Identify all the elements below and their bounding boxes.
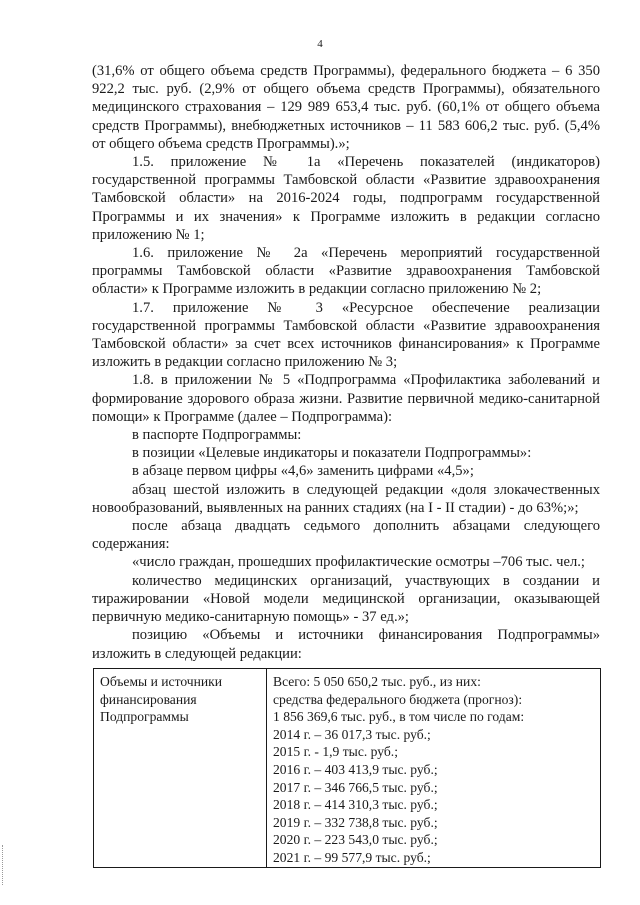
funding-values-cell xyxy=(267,669,601,868)
funding-year-line: 2015 г. - 1,9 тыс. руб.; xyxy=(273,744,398,760)
paragraph-indicators-position: в позиции «Целевые индикаторы и показатели Подпрограммы»: xyxy=(132,445,532,462)
paragraph-1-5: 1.5. приложение № 1а «Перечень показателей (индикаторов) государственной программы Тамбовской области «Развитие здравоохранения Тамбовской области» на 2016-2024 годы, подпрограмм государственной Программы и их значения» к Программе изложить в редакции согласно приложению № 1; xyxy=(92,154,600,243)
funding-year-line: 2019 г. – 332 738,8 тыс. руб.; xyxy=(273,814,438,830)
paragraph-med-orgs: количество медицинских организаций, участвующих в создании и тиражировании «Новой модели медицинской организации, оказывающей первичную медико-санитарную помощь» - 37 ед.»; xyxy=(92,572,600,626)
document-body xyxy=(92,62,600,663)
funding-year-line: 2021 г. – 99 577,9 тыс. руб.; xyxy=(273,849,431,865)
paragraph-after-27th: после абзаца двадцать седьмого дополнить абзацами следующего содержания: xyxy=(92,518,600,553)
funding-label-line: Подпрограммы xyxy=(100,709,189,725)
paragraph-citizens-count: «число граждан, прошедших профилактические осмотры –706 тыс. чел.; xyxy=(132,554,585,571)
paragraph-passport: в паспорте Подпрограммы: xyxy=(132,427,302,444)
funding-label-cell xyxy=(94,669,267,868)
funding-year-line: 2018 г. – 414 310,3 тыс. руб.; xyxy=(273,797,438,813)
funding-federal-amount-line: 1 856 369,6 тыс. руб., в том числе по годам: xyxy=(273,709,525,725)
funding-label-line: финансирования xyxy=(100,691,197,707)
paragraph-1-6: 1.6. приложение № 2а «Перечень мероприятий государственной программы Тамбовской области «Развитие здравоохранения Тамбовской области» к Программе изложить в редакции согласно приложению № 2; xyxy=(92,245,600,298)
scan-edge-mark xyxy=(2,845,4,885)
paragraph-1-8: 1.8. в приложении № 5 «Подпрограмма «Профилактика заболеваний и формирование здорового образа жизни. Развитие первичной медико-санитарной помощи» к Программе (далее – Подпрограмма): xyxy=(92,372,600,425)
funding-label-line: Объемы и источники xyxy=(100,674,223,689)
paragraph-1-7: 1.7. приложение № 3 «Ресурсное обеспечение реализации государственной программы Тамбовской области «Развитие здравоохранения Тамбовской области» за счет всех источников финансирования» к Программе изложить в редакции согласно приложению № 3; xyxy=(92,299,600,371)
funding-year-line: 2016 г. – 403 413,9 тыс. руб.; xyxy=(273,761,438,777)
funding-year-line: 2017 г. – 346 766,5 тыс. руб.; xyxy=(273,779,438,795)
table-row xyxy=(94,669,601,868)
paragraph-first-abzac: в абзаце первом цифры «4,6» заменить цифрами «4,5»; xyxy=(132,463,474,480)
funding-federal-line: средства федерального бюджета (прогноз): xyxy=(273,691,523,707)
paragraph-sixth-abzac: абзац шестой изложить в следующей редакции «доля злокачественных новообразований, выявленных на ранних стадиях (на I - II стадии) - до 63%;»; xyxy=(92,481,600,516)
paragraph-continuation: (31,6% от общего объема средств Программы), федерального бюджета – 6 350 922,2 тыс. руб. (2,9% от общего объема средств Программы), обязательного медицинского страхования – 129 989 653,4 тыс. руб. (60,1% от общего объема средств Программы), внебюджетных источников – 11 583 606,2 тыс. руб. (5,4% от общего объема средств Программы).»; xyxy=(92,63,600,152)
funding-year-line: 2014 г. – 36 017,3 тыс. руб.; xyxy=(273,726,431,742)
funding-total-line: Всего: 5 050 650,2 тыс. руб., из них: xyxy=(273,674,481,689)
page-number: 4 xyxy=(317,38,323,50)
funding-table xyxy=(93,668,601,868)
paragraph-funding-position: позицию «Объемы и источники финансирования Подпрограммы» изложить в следующей редакции: xyxy=(92,627,600,662)
funding-year-line: 2020 г. – 223 543,0 тыс. руб.; xyxy=(273,832,438,848)
